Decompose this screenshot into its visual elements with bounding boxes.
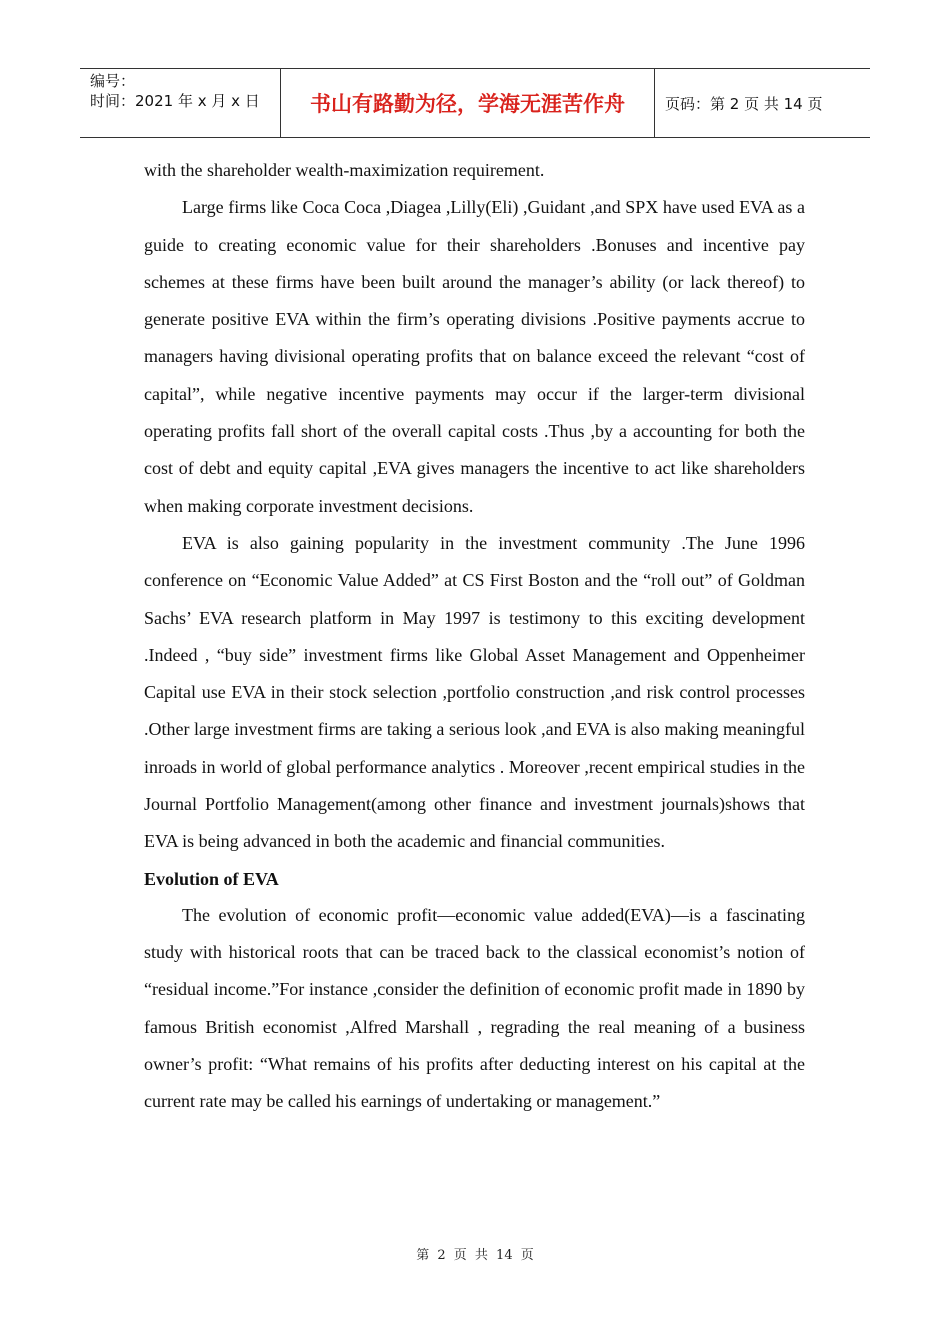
page-header <box>80 68 870 138</box>
document-number-label: 编号： <box>90 72 136 90</box>
header-page-info: 页码：第 2 页 共 14 页 <box>665 94 823 113</box>
paragraph-evolution: The evolution of economic profit—economic value added(EVA)—is a fascinating study with historical roots that can be traced back to the classical economist’s notion of “residual income.”For instance ,consider the definition of economic profit made in 1890 by famous British economist ,Alfred Marshall , regrading the real meaning of a business owner’s profit: “What remains of his profits after deducting interest on his capital at the current rate may be called his earnings of undertaking or management.” <box>144 904 805 1112</box>
document-date-label: 时间：2021 年 x 月 x 日 <box>90 92 260 110</box>
page-footer: 第 2 页 共 14 页 <box>416 1248 534 1263</box>
paragraph-investment-community: EVA is also gaining popularity in the investment community .The June 1996 conference on “Economic Value Added” at CS First Boston and the “roll out” of Goldman Sachs’ EVA research platform in May 1997 is testimony to this exciting development .Indeed , “buy side” investment firms like Global Asset Management and Oppenheimer Capital use EVA in their stock selection ,portfolio construction ,and risk control processes .Other large investment firms are taking a serious look ,and EVA is also making meaningful inroads in world of global performance analytics . Moreover ,recent empirical studies in the Journal Portfolio Management(among other finance and investment journals)shows that EVA is being advanced in both the academic and financial communities. <box>144 532 805 852</box>
paragraph-continuation: with the shareholder wealth-maximization requirement. <box>144 160 545 180</box>
document-body <box>144 152 805 1120</box>
section-heading: Evolution of EVA <box>144 868 279 889</box>
paragraph-large-firms: Large firms like Coca Coca ,Diagea ,Lilly(Eli) ,Guidant ,and SPX have used EVA as a guide to creating economic value for their shareholders .Bonuses and incentive pay schemes at these firms have been built around the manager’s ability (or lack thereof) to generate positive EVA within the firm’s operating divisions .Positive payments accrue to managers having divisional operating profits that on balance exceed the relevant “cost of capital”, while negative incentive payments may occur if the larger-term divisional operating profits fall short of the overall capital costs .Thus ,by a accounting for both the cost of debt and equity capital ,EVA gives managers the incentive to act like shareholders when making corporate investment decisions. <box>144 197 805 516</box>
header-motto: 书山有路勤为径，学海无涯苦作舟 <box>281 69 655 137</box>
header-meta <box>80 69 281 137</box>
